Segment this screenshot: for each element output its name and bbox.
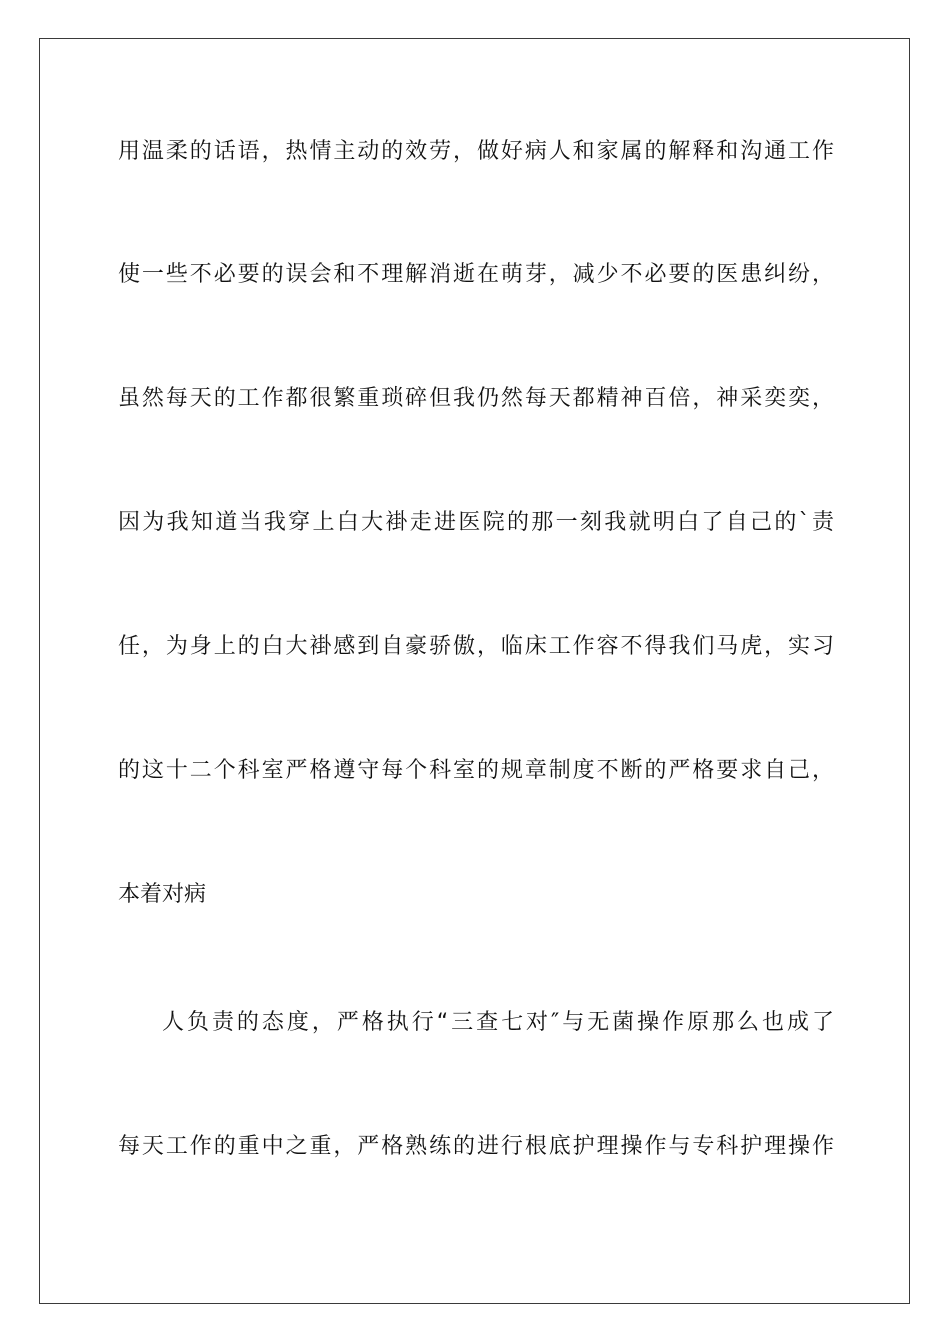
text-line-8: 人负责的态度，严格执行“三查七对″与无菌操作原那么也成了 [162,1010,834,1035]
text-line-3: 虽然每天的工作都很繁重琐碎但我仍然每天都精神百倍，神采奕奕， [118,386,834,411]
text-line-6: 的这十二个科室严格遵守每个科室的规章制度不断的严格要求自己， [118,758,834,783]
text-line-9: 每天工作的重中之重，严格熟练的进行根底护理操作与专科护理操作 [118,1134,834,1159]
text-line-5: 任，为身上的白大褂感到自豪骄傲，临床工作容不得我们马虎，实习 [118,634,834,659]
text-line-1: 用温柔的话语，热情主动的效劳，做好病人和家属的解释和沟通工作 [118,139,834,164]
page-border [39,38,910,1304]
text-line-2: 使一些不必要的误会和不理解消逝在萌芽，减少不必要的医患纠纷， [118,262,834,287]
text-line-4: 因为我知道当我穿上白大褂走进医院的那一刻我就明白了自己的`责 [118,510,834,535]
text-line-7: 本着对病 [118,882,207,907]
